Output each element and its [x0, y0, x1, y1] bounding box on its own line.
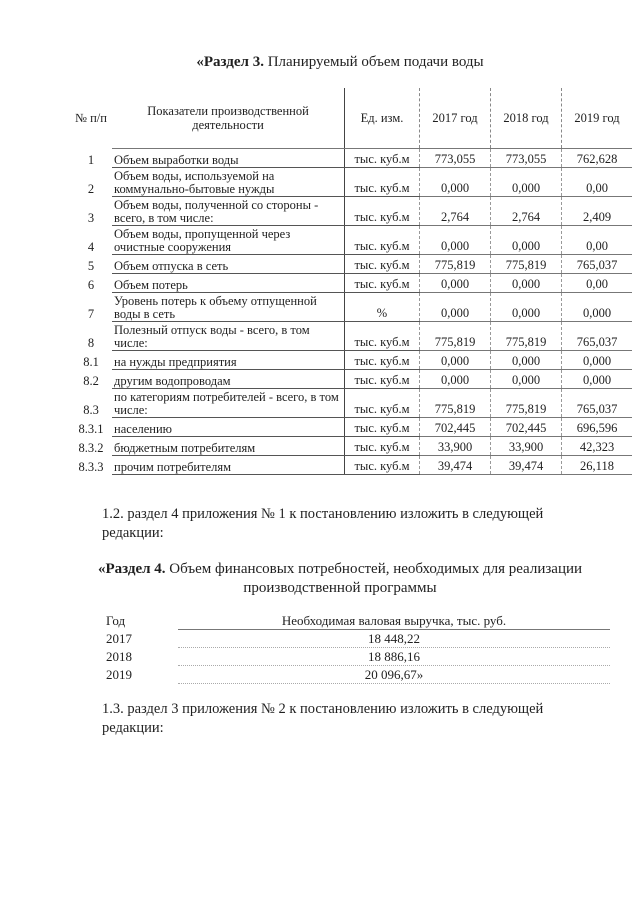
- paragraph-1-3: 1.3. раздел 3 приложения № 2 к постановлению изложить в следующей редакции:: [102, 701, 544, 736]
- section3-title-text: Планируемый объем подачи воды: [263, 54, 484, 70]
- row-indicator: бюджетным потребителям: [112, 437, 345, 456]
- row-year: 2017: [106, 630, 132, 646]
- row-value-2019: 26,118: [562, 456, 633, 475]
- row-value-2018: 0,000: [491, 293, 562, 322]
- row-value-2017: 0,000: [420, 293, 491, 322]
- table-row: [100, 666, 610, 684]
- row-value-2019: 765,037: [562, 255, 633, 274]
- table-row: [70, 437, 632, 456]
- row-value-2018: 0,000: [491, 226, 562, 255]
- revenue-table: [100, 612, 610, 684]
- row-num: 8.3: [83, 402, 99, 417]
- row-unit: тыс. куб.м: [345, 351, 420, 370]
- row-indicator: Полезный отпуск воды - всего, в том числе:: [112, 322, 345, 351]
- table-row: [70, 255, 632, 274]
- row-value-2017: 33,900: [420, 437, 491, 456]
- row-year: 2018: [106, 648, 132, 664]
- row-value-2017: 39,474: [420, 456, 491, 475]
- section4-title-bold: «Раздел 4.: [97, 561, 166, 577]
- row-value-2017: 0,000: [420, 370, 491, 389]
- row-indicator: на нужды предприятия: [112, 351, 345, 370]
- header-year: Год: [106, 612, 126, 628]
- row-indicator: Объем воды, используемой на коммунально-бытовые нужды: [112, 168, 345, 197]
- row-value-2019: 762,628: [562, 149, 633, 168]
- row-num: 6: [87, 277, 95, 292]
- row-unit: тыс. куб.м: [345, 149, 420, 168]
- table-row: [70, 168, 632, 197]
- row-indicator: Объем воды, полученной со стороны - всего, в том числе:: [112, 197, 345, 226]
- row-num: 5: [87, 258, 95, 273]
- row-revenue: 20 096,67»: [178, 666, 610, 684]
- header-unit: Ед. изм.: [345, 88, 420, 149]
- row-num: 8.3.3: [78, 459, 104, 474]
- row-value-2018: 0,000: [491, 370, 562, 389]
- row-unit: тыс. куб.м: [345, 322, 420, 351]
- row-indicator: Объем отпуска в сеть: [112, 255, 345, 274]
- section4-title: [60, 560, 620, 598]
- row-unit: тыс. куб.м: [345, 456, 420, 475]
- row-value-2019: 0,00: [562, 168, 633, 197]
- header-year-2018: 2018 год: [491, 88, 562, 149]
- section4-title-text: Объем финансовых потребностей, необходимых для реализации производственной программы: [165, 561, 583, 596]
- row-num: 8.1: [83, 354, 99, 369]
- table-row: [70, 274, 632, 293]
- table-row: [70, 226, 632, 255]
- row-value-2019: 0,000: [562, 293, 633, 322]
- table-row: [70, 351, 632, 370]
- row-unit: %: [345, 293, 420, 322]
- header-year-2019: 2019 год: [562, 88, 633, 149]
- row-value-2018: 39,474: [491, 456, 562, 475]
- table-row: [70, 293, 632, 322]
- header-indicator: Показатели производственной деятельности: [112, 88, 345, 149]
- row-indicator: по категориям потребителей - всего, в том числе:: [112, 389, 345, 418]
- section3-title: [60, 53, 620, 72]
- row-indicator: Объем потерь: [112, 274, 345, 293]
- row-value-2017: 0,000: [420, 351, 491, 370]
- table-row: [70, 418, 632, 437]
- row-value-2018: 775,819: [491, 322, 562, 351]
- row-value-2019: 0,00: [562, 226, 633, 255]
- row-value-2019: 0,000: [562, 370, 633, 389]
- row-value-2019: 2,409: [562, 197, 633, 226]
- row-value-2019: 0,000: [562, 351, 633, 370]
- row-value-2017: 0,000: [420, 274, 491, 293]
- row-value-2017: 775,819: [420, 255, 491, 274]
- table-header-row: [70, 88, 632, 149]
- row-value-2019: 696,596: [562, 418, 633, 437]
- row-value-2017: 0,000: [420, 226, 491, 255]
- row-indicator: населению: [112, 418, 345, 437]
- row-indicator: Объем воды, пропущенной через очистные сооружения: [112, 226, 345, 255]
- row-unit: тыс. куб.м: [345, 418, 420, 437]
- row-unit: тыс. куб.м: [345, 197, 420, 226]
- header-num: № п/п: [75, 111, 107, 126]
- row-unit: тыс. куб.м: [345, 255, 420, 274]
- row-indicator: Уровень потерь к объему отпущенной воды в сеть: [112, 293, 345, 322]
- section3-title-bold: «Раздел 3.: [196, 54, 264, 70]
- row-num: 8.3.2: [78, 440, 104, 455]
- row-num: 3: [87, 210, 95, 225]
- row-num: 8.2: [83, 373, 99, 388]
- row-indicator: другим водопроводам: [112, 370, 345, 389]
- row-value-2019: 42,323: [562, 437, 633, 456]
- row-value-2019: 765,037: [562, 322, 633, 351]
- row-indicator: Объем выработки воды: [112, 149, 345, 168]
- table-row: [100, 648, 610, 666]
- row-value-2017: 773,055: [420, 149, 491, 168]
- row-value-2017: 775,819: [420, 389, 491, 418]
- row-year: 2019: [106, 666, 132, 682]
- table-row: [100, 630, 610, 648]
- row-unit: тыс. куб.м: [345, 226, 420, 255]
- water-supply-table: [70, 88, 632, 475]
- table-header-row: [100, 612, 610, 630]
- row-value-2017: 702,445: [420, 418, 491, 437]
- row-value-2017: 775,819: [420, 322, 491, 351]
- row-unit: тыс. куб.м: [345, 370, 420, 389]
- row-value-2017: 2,764: [420, 197, 491, 226]
- row-value-2018: 773,055: [491, 149, 562, 168]
- row-indicator: прочим потребителям: [112, 456, 345, 475]
- table-row: [70, 370, 632, 389]
- row-value-2018: 2,764: [491, 197, 562, 226]
- table-row: [70, 389, 632, 418]
- header-revenue: Необходимая валовая выручка, тыс. руб.: [178, 612, 610, 630]
- paragraph-1-2: 1.2. раздел 4 приложения № 1 к постановлению изложить в следующей редакции:: [102, 506, 544, 541]
- row-unit: тыс. куб.м: [345, 274, 420, 293]
- row-num: 8: [87, 335, 95, 350]
- row-unit: тыс. куб.м: [345, 389, 420, 418]
- row-num: 7: [87, 306, 95, 321]
- row-value-2017: 0,000: [420, 168, 491, 197]
- row-revenue: 18 448,22: [178, 630, 610, 648]
- table-row: [70, 197, 632, 226]
- table-row: [70, 149, 632, 168]
- row-num: 1: [87, 152, 95, 167]
- table-row: [70, 322, 632, 351]
- row-value-2018: 775,819: [491, 255, 562, 274]
- row-num: 8.3.1: [78, 421, 104, 436]
- table-row: [70, 456, 632, 475]
- row-value-2018: 0,000: [491, 168, 562, 197]
- row-value-2019: 765,037: [562, 389, 633, 418]
- row-value-2018: 33,900: [491, 437, 562, 456]
- row-num: 4: [87, 239, 95, 254]
- row-revenue: 18 886,16: [178, 648, 610, 666]
- row-unit: тыс. куб.м: [345, 168, 420, 197]
- row-value-2018: 775,819: [491, 389, 562, 418]
- row-value-2018: 702,445: [491, 418, 562, 437]
- row-value-2018: 0,000: [491, 274, 562, 293]
- row-value-2019: 0,00: [562, 274, 633, 293]
- row-value-2018: 0,000: [491, 351, 562, 370]
- header-year-2017: 2017 год: [420, 88, 491, 149]
- row-num: 2: [87, 181, 95, 196]
- row-unit: тыс. куб.м: [345, 437, 420, 456]
